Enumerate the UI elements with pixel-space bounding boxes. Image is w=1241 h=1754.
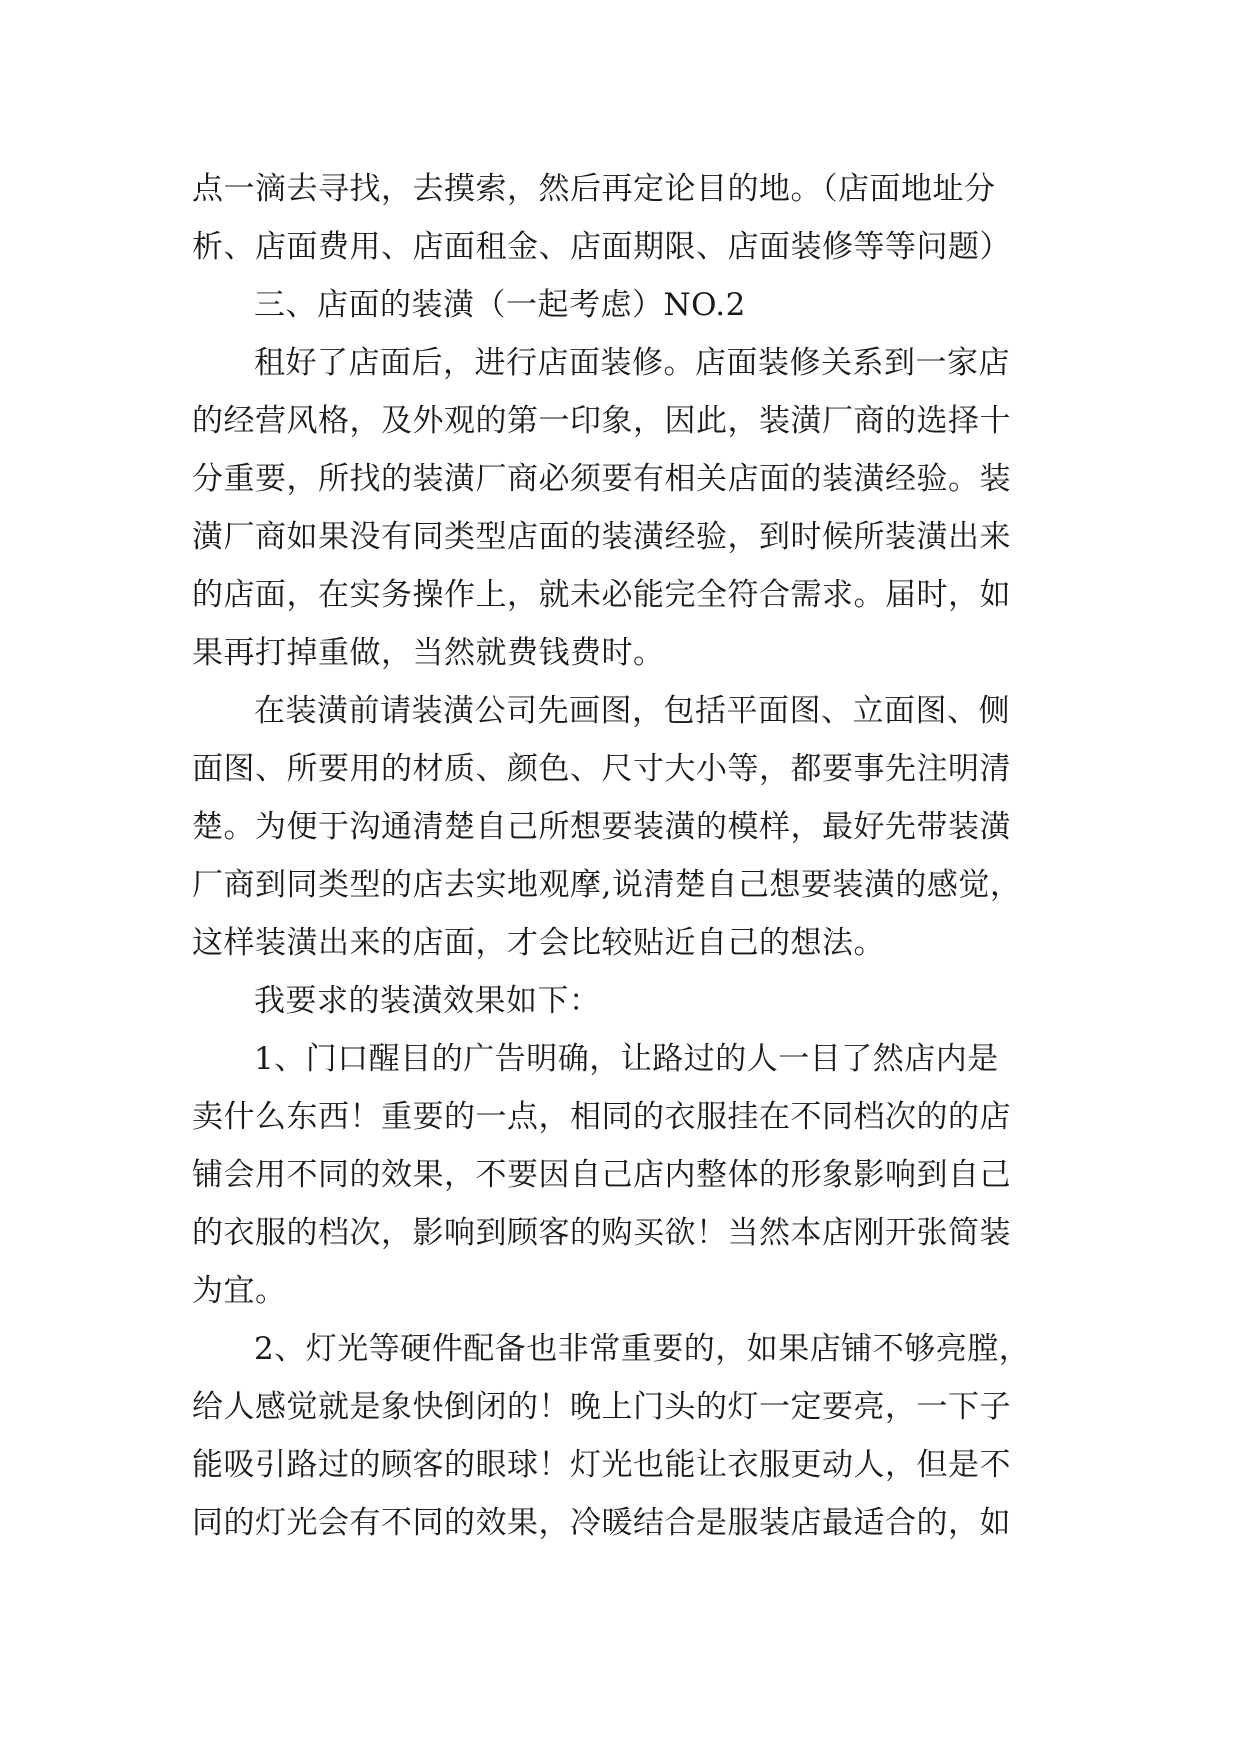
text-line: 能吸引路过的顾客的眼球！灯光也能让衣服更动人，但是不	[192, 1447, 1011, 1483]
text-line: 同的灯光会有不同的效果，冷暖结合是服装店最适合的，如	[192, 1505, 1011, 1541]
text-line: 点一滴去寻找，去摸索，然后再定论目的地。（店面地址分	[192, 171, 996, 207]
text-line: 的店面，在实务操作上，就未必能完全符合需求。届时，如	[192, 577, 1011, 613]
text-line: 为宜。	[192, 1273, 287, 1309]
text-line: 厂商到同类型的店去实地观摩,说清楚自己想要装潢的感觉，	[192, 867, 1022, 903]
text-line: 这样装潢出来的店面，才会比较贴近自己的想法。	[192, 925, 885, 961]
text-line: 的衣服的档次，影响到顾客的购买欲！当然本店刚开张简装	[192, 1215, 1011, 1251]
text-line: 卖什么东西！重要的一点，相同的衣服挂在不同档次的的店	[192, 1099, 1011, 1135]
text-line: 租好了店面后，进行店面装修。店面装修关系到一家店	[254, 345, 1010, 381]
text-line: 在装潢前请装潢公司先画图，包括平面图、立面图、侧	[254, 693, 1010, 729]
text-line: 分重要，所找的装潢厂商必须要有相关店面的装潢经验。装	[192, 461, 1011, 497]
text-line: 的经营风格，及外观的第一印象，因此，装潢厂商的选择十	[192, 403, 1011, 439]
text-line: 析、店面费用、店面租金、店面期限、店面装修等等问题）	[192, 229, 1011, 265]
list-item: 1、门口醒目的广告明确，让路过的人一目了然店内是	[254, 1041, 999, 1077]
text-line: 潢厂商如果没有同类型店面的装潢经验，到时候所装潢出来	[192, 519, 1011, 555]
text-line: 面图、所要用的材质、颜色、尺寸大小等，都要事先注明清	[192, 751, 1011, 787]
list-item: 2、灯光等硬件配备也非常重要的，如果店铺不够亮膛，	[254, 1331, 1031, 1367]
text-line: 果再打掉重做，当然就费钱费时。	[192, 635, 665, 671]
text-line: 楚。为便于沟通清楚自己所想要装潢的模样，最好先带装潢	[192, 809, 1011, 845]
document-body	[192, 160, 1062, 1552]
text-line: 铺会用不同的效果，不要因自己店内整体的形象影响到自己	[192, 1157, 1011, 1193]
text-line: 给人感觉就是象快倒闭的！晚上门头的灯一定要亮，一下子	[192, 1389, 1011, 1425]
section-heading: 三、店面的装潢（一起考虑）NO.2	[254, 287, 746, 323]
text-line: 我要求的装潢效果如下：	[254, 983, 601, 1019]
